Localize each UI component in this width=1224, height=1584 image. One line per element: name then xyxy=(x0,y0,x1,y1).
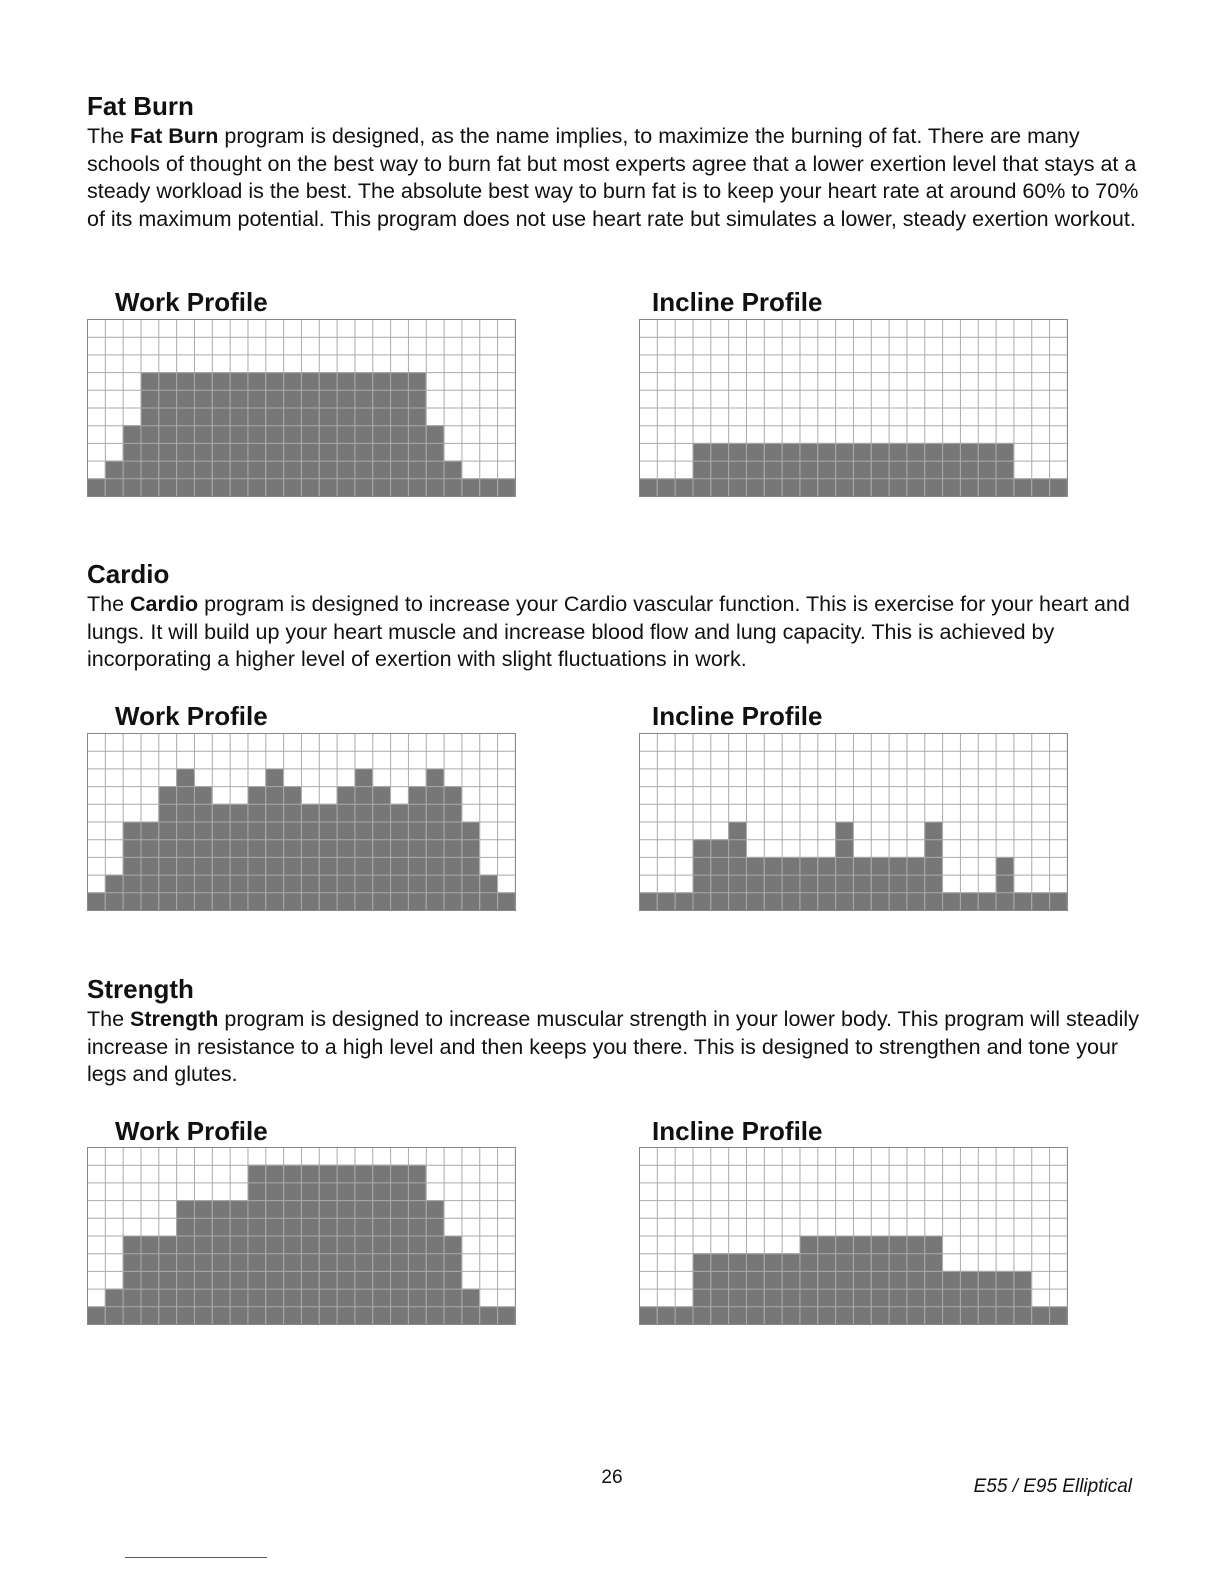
profile-bar xyxy=(461,822,479,911)
profile-bar xyxy=(782,443,800,496)
profile-bar xyxy=(728,443,746,496)
section-strength xyxy=(87,974,1147,1089)
profile-bar xyxy=(1013,478,1031,496)
profile-bar xyxy=(871,1236,889,1325)
profile-bar xyxy=(924,822,942,911)
cardio-incline-svg xyxy=(639,733,1068,911)
profile-bar xyxy=(817,443,835,496)
fat-burn-work-svg xyxy=(87,319,516,497)
profile-bar xyxy=(123,1236,141,1325)
profile-bar xyxy=(408,1165,426,1324)
profile-bar xyxy=(906,857,924,910)
profile-bar xyxy=(692,839,710,910)
profile-bar xyxy=(871,443,889,496)
work-profile-title: Work Profile xyxy=(115,287,268,317)
profile-bar xyxy=(657,478,675,496)
profile-bar xyxy=(497,892,515,910)
cardio-work-svg xyxy=(87,733,516,911)
profile-bar xyxy=(87,892,105,910)
profile-bar xyxy=(1049,1306,1067,1324)
profile-bar xyxy=(817,857,835,910)
profile-bar xyxy=(960,1271,978,1324)
profile-bar xyxy=(996,1271,1014,1324)
profile-bar xyxy=(835,822,853,911)
incline-profile-title: Incline Profile xyxy=(652,287,823,317)
profile-bar xyxy=(140,822,158,911)
profile-bar xyxy=(782,857,800,910)
profile-bar xyxy=(1049,478,1067,496)
section-title: Strength xyxy=(87,974,194,1004)
section-description: The Cardio program is designed to increase your Cardio vascular function. This is exercise for your heart and lungs. It will build up your heart muscle and increase blood flow and lung capacity. This is achieved by incorporating a higher level of exertion with slight fluctuations in work. xyxy=(87,592,1130,671)
section-cardio xyxy=(87,559,1147,674)
profile-bar xyxy=(978,892,996,910)
cardio-incline-profile-chart xyxy=(639,733,1068,911)
profile-bar xyxy=(889,857,907,910)
profile-bar xyxy=(140,1236,158,1325)
profile-bar xyxy=(479,478,497,496)
profile-bar xyxy=(871,857,889,910)
profile-bar xyxy=(123,822,141,911)
footer-model-name: E55 / E95 Elliptical xyxy=(973,1476,1132,1497)
fat-burn-incline-profile-chart xyxy=(639,319,1068,497)
profile-bar xyxy=(960,443,978,496)
profile-bar xyxy=(639,478,657,496)
profile-bar xyxy=(497,1306,515,1324)
profile-bar xyxy=(319,1165,337,1324)
profile-bar xyxy=(906,443,924,496)
fat-burn-incline-svg xyxy=(639,319,1068,497)
profile-bar xyxy=(906,1236,924,1325)
section-fat-burn xyxy=(87,91,1147,233)
profile-bar xyxy=(479,875,497,910)
profile-bar xyxy=(87,1306,105,1324)
profile-bar xyxy=(746,1253,764,1324)
profile-bar xyxy=(675,892,693,910)
fat-burn-work-profile-chart xyxy=(87,319,516,497)
profile-bar xyxy=(889,443,907,496)
profile-bar xyxy=(1031,478,1049,496)
profile-bar xyxy=(764,1253,782,1324)
profile-bar xyxy=(746,443,764,496)
strength-incline-profile-chart xyxy=(639,1147,1068,1325)
profile-bar xyxy=(782,1253,800,1324)
profile-bar xyxy=(497,478,515,496)
profile-bar xyxy=(764,443,782,496)
strength-incline-svg xyxy=(639,1147,1068,1325)
profile-bar xyxy=(978,443,996,496)
profile-bar xyxy=(978,1271,996,1324)
profile-bar xyxy=(301,1165,319,1324)
profile-bar xyxy=(835,1236,853,1325)
profile-bar xyxy=(692,1253,710,1324)
profile-bar xyxy=(799,443,817,496)
profile-bar xyxy=(942,443,960,496)
profile-bar xyxy=(1013,892,1031,910)
work-profile-title: Work Profile xyxy=(115,1116,268,1146)
incline-profile-title: Incline Profile xyxy=(652,1116,823,1146)
profile-bar xyxy=(728,822,746,911)
profile-bar xyxy=(639,1306,657,1324)
profile-bar xyxy=(444,461,462,496)
profile-bar xyxy=(479,1306,497,1324)
profile-bar xyxy=(817,1236,835,1325)
section-title: Cardio xyxy=(87,559,170,589)
profile-bar xyxy=(996,857,1014,910)
profile-bar xyxy=(799,857,817,910)
profile-bar xyxy=(354,1165,372,1324)
strength-work-profile-chart xyxy=(87,1147,516,1325)
profile-bar xyxy=(444,1236,462,1325)
profile-bar xyxy=(889,1236,907,1325)
cardio-work-profile-chart xyxy=(87,733,516,911)
section-description: The Strength program is designed to increase muscular strength in your lower body. This program will steadily increase in resistance to a high level and then keeps you there. This is designed to strengthen and tone your legs and glutes. xyxy=(87,1007,1139,1086)
profile-bar xyxy=(710,839,728,910)
profile-bar xyxy=(337,1165,355,1324)
profile-bar xyxy=(853,443,871,496)
strength-work-svg xyxy=(87,1147,516,1325)
profile-bar xyxy=(247,1165,265,1324)
profile-bar xyxy=(692,443,710,496)
profile-bar xyxy=(372,1165,390,1324)
profile-bar xyxy=(924,1236,942,1325)
profile-bar xyxy=(746,857,764,910)
profile-bar xyxy=(265,1165,283,1324)
profile-bar xyxy=(657,1306,675,1324)
profile-bar xyxy=(105,875,123,910)
profile-bar xyxy=(657,892,675,910)
profile-bar xyxy=(710,1253,728,1324)
page-number: 26 xyxy=(601,1467,623,1488)
profile-bar xyxy=(158,1236,176,1325)
profile-bar xyxy=(728,1253,746,1324)
profile-bar xyxy=(764,857,782,910)
profile-bar xyxy=(1013,1271,1031,1324)
profile-bar xyxy=(799,1236,817,1325)
profile-bar xyxy=(924,443,942,496)
profile-bar xyxy=(996,443,1014,496)
profile-bar xyxy=(835,443,853,496)
profile-bar xyxy=(639,892,657,910)
profile-bar xyxy=(675,478,693,496)
profile-bar xyxy=(1031,892,1049,910)
profile-bar xyxy=(87,478,105,496)
footer-divider xyxy=(125,1557,267,1558)
profile-bar xyxy=(960,892,978,910)
profile-bar xyxy=(853,857,871,910)
profile-bar xyxy=(390,1165,408,1324)
profile-bar xyxy=(675,1306,693,1324)
profile-bar xyxy=(1049,892,1067,910)
profile-bar xyxy=(1031,1306,1049,1324)
profile-bar xyxy=(942,892,960,910)
incline-profile-title: Incline Profile xyxy=(652,701,823,731)
profile-bar xyxy=(942,1271,960,1324)
work-profile-title: Work Profile xyxy=(115,701,268,731)
profile-bar xyxy=(461,478,479,496)
profile-bar xyxy=(853,1236,871,1325)
profile-bar xyxy=(283,1165,301,1324)
section-title: Fat Burn xyxy=(87,91,194,121)
section-description: The Fat Burn program is designed, as the name implies, to maximize the burning of fat. There are many schools of thought on the best way to burn fat but most experts agree that a lower exertion level that stays at a steady workload is the best. The absolute best way to burn fat is to keep your heart rate at around 60% to 70% of its maximum potential. This program does not use heart rate but simulates a lower, steady exertion workout. xyxy=(87,124,1139,231)
profile-bar xyxy=(105,461,123,496)
profile-bar xyxy=(710,443,728,496)
